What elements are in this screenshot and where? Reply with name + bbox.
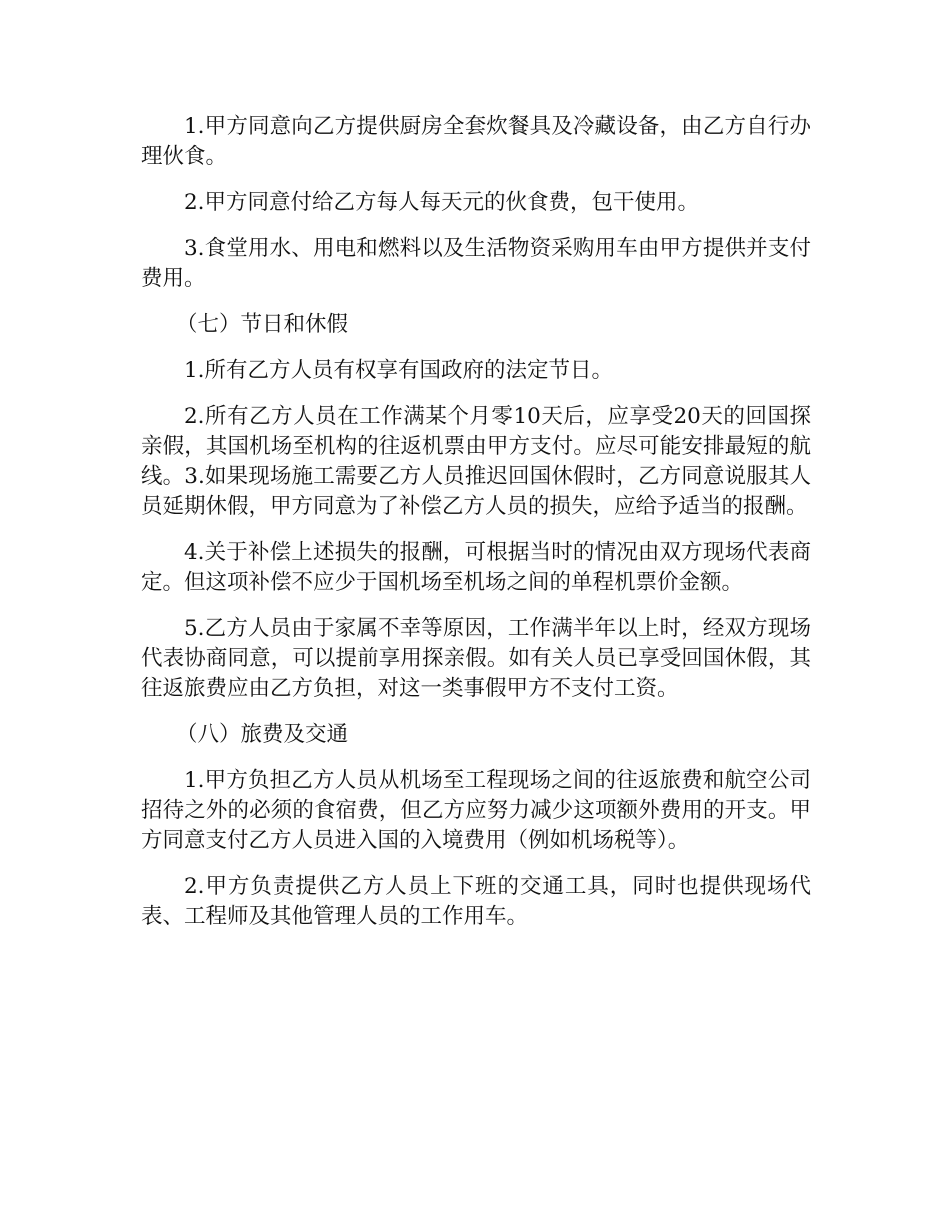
clause-statutory-holidays: 1.所有乙方人员有权享有国政府的法定节日。 bbox=[184, 358, 614, 383]
clause-canteen-utilities: 3.食堂用水、用电和燃料以及生活物资采购用车由甲方提供并支付费用。 bbox=[141, 236, 811, 291]
document-page bbox=[141, 112, 811, 948]
clause-travel-expenses: 1.甲方负担乙方人员从机场至工程现场之间的往返旅费和航空公司招待之外的必须的食宿费，但乙方应努力减少这项额外费用的开支。甲方同意支付乙方人员进入国的入境费用（例如机场税等）。 bbox=[141, 768, 811, 853]
section-heading-holidays: （七）节日和休假 bbox=[176, 312, 349, 337]
section-heading-travel: （八）旅费及交通 bbox=[176, 722, 349, 747]
clause-kitchen-equipment: 1.甲方同意向乙方提供厨房全套炊餐具及冷藏设备，由乙方自行办理伙食。 bbox=[141, 114, 811, 169]
clause-transportation: 2.甲方负责提供乙方人员上下班的交通工具，同时也提供现场代表、工程师及其他管理人员的工作用车。 bbox=[141, 874, 811, 929]
clause-early-leave: 5.乙方人员由于家属不幸等原因，工作满半年以上时，经双方现场代表协商同意，可以提前享用探亲假。如有关人员已享受回国休假，其往返旅费应由乙方负担，对这一类事假甲方不支付工资。 bbox=[141, 616, 811, 701]
clause-compensation: 4.关于补偿上述损失的报酬，可根据当时的情况由双方现场代表商定。但这项补偿不应少于国机场至机场之间的单程机票价金额。 bbox=[141, 540, 811, 595]
clause-home-leave: 2.所有乙方人员在工作满某个月零10天后，应享受20天的回国探亲假，其国机场至机构的往返机票由甲方支付。应尽可能安排最短的航线。3.如果现场施工需要乙方人员推迟回国休假时，乙方同意说服其人员延期休假，甲方同意为了补偿乙方人员的损失，应给予适当的报酬。 bbox=[141, 404, 811, 519]
clause-meal-allowance: 2.甲方同意付给乙方每人每天元的伙食费，包干使用。 bbox=[184, 190, 700, 215]
